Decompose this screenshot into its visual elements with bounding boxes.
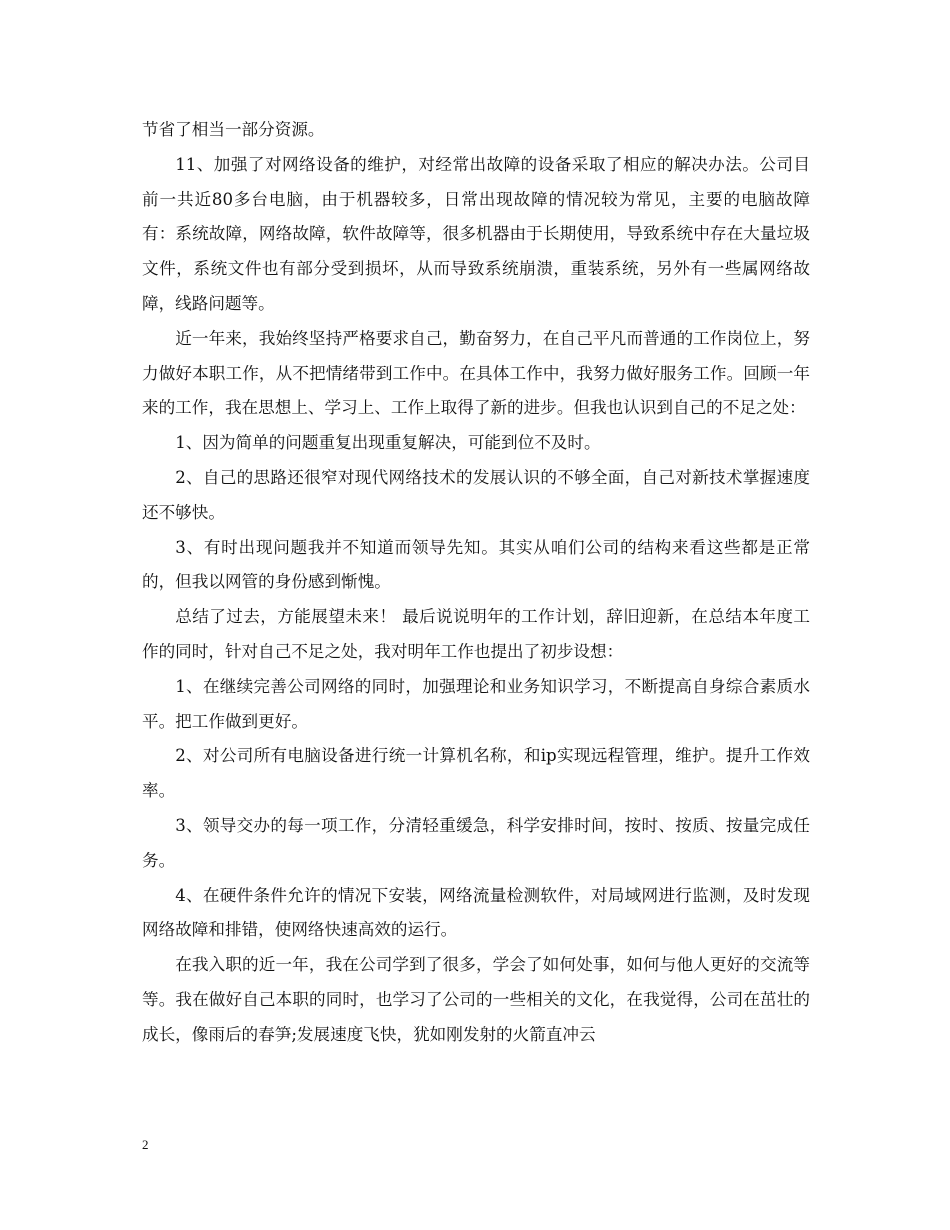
paragraph-6: 3、有时出现问题我并不知道而领导先知。其实从咱们公司的结构来看这些都是正常的，但我以网管的身份感到惭愧。 [142, 537, 810, 592]
paragraph-10: 3、领导交办的每一项工作，分清轻重缓急，科学安排时间，按时、按质、按量完成任务。 [142, 815, 810, 870]
paragraph-9: 2、对公司所有电脑设备进行统一计算机名称，和ip实现远程管理，维护。提升工作效率。 [142, 746, 810, 801]
paragraph-5: 2、自己的思路还很窄对现代网络技术的发展认识的不够全面，自己对新技术掌握速度还不够快。 [142, 467, 810, 522]
paragraph-11: 4、在硬件条件允许的情况下安装，网络流量检测软件，对局域网进行监测，及时发现网络故障和排错，使网络快速高效的运行。 [142, 885, 810, 940]
paragraph-12: 在我入职的近一年，我在公司学到了很多，学会了如何处事，如何与他人更好的交流等等。我在做好自己本职的同时，也学习了公司的一些相关的文化，在我觉得，公司在茁壮的成长，像雨后的春笋;发展速度飞快，犹如刚发射的火箭直冲云 [142, 955, 810, 1044]
body-text [142, 113, 810, 1053]
page-number: 2 [142, 1137, 149, 1152]
paragraph-4: 1、因为简单的问题重复出现重复解决，可能到位不及时。 [175, 433, 601, 453]
paragraph-2: 11、加强了对网络设备的维护，对经常出故障的设备采取了相应的解决办法。公司目前一共近80多台电脑，由于机器较多，日常出现故障的情况较为常见，主要的电脑故障有：系统故障，网络故障，软件故障等，很多机器由于长期使用，导致系统中存在大量垃圾文件，系统文件也有部分受到损坏，从而导致系统崩溃，重装系统，另外有一些属网络故障，线路问题等。 [142, 154, 810, 313]
paragraph-7: 总结了过去，方能展望未来！ 最后说说明年的工作计划，辞旧迎新，在总结本年度工作的同时，针对自己不足之处，我对明年工作也提出了初步设想： [142, 607, 810, 661]
paragraph-3: 近一年来，我始终坚持严格要求自己，勤奋努力，在自己平凡而普通的工作岗位上，努力做好本职工作，从不把情绪带到工作中。在具体工作中，我努力做好服务工作。回顾一年来的工作，我在思想上、学习上、工作上取得了新的进步。但我也认识到自己的不足之处： [142, 328, 810, 418]
paragraph-1: 节省了相当一部分资源。 [142, 120, 325, 139]
paragraph-8: 1、在继续完善公司网络的同时，加强理论和业务知识学习，不断提高自身综合素质水平。把工作做到更好。 [142, 676, 810, 731]
